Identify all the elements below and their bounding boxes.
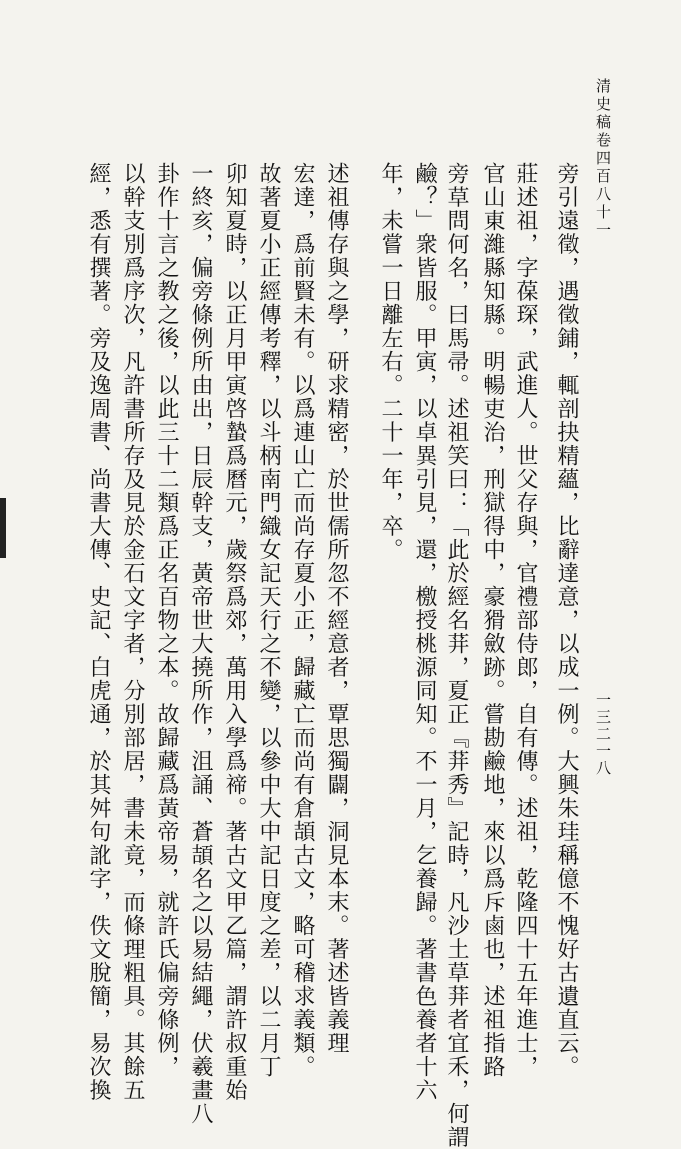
text-column-3: 官山東濰縣知縣。明暢吏治，刑獄得中，豪猾斂跡。嘗勘鹼地，來以爲斥鹵也，述祖指路 — [480, 162, 505, 1079]
running-title: 清史稿卷四百八十一 — [594, 78, 612, 240]
text-column-1: 旁引遠徵，遇徵鋪，輒剖抉精蘊，比辭達意，以成一例。大興朱珪稱億不愧好古遺直云。 — [554, 162, 579, 1079]
text-column-4: 旁草問何名，曰馬帚。述祖笑曰：「此於經名荓，夏正『荓秀』記時，凡沙土草荓者宜禾，何謂 — [444, 162, 469, 1149]
text-column-10: 卯知夏時，以正月甲寅啓蟄爲曆元，歲祭爲郊，萬用入學爲禘。著古文甲乙篇，謂許叔重始 — [222, 162, 247, 1102]
text-column-7: 述祖傳存與之學，研求精密，於世儒所忽不經意者，覃思獨闢，洞見本末。著述皆義理 — [324, 162, 349, 1055]
binding-edge-mark — [0, 498, 6, 558]
text-column-14: 經，悉有撰著。旁及逸周書、尚書大傳、史記、白虎通，於其舛句訛字，佚文脫簡，易次換 — [86, 162, 111, 1102]
page-number: 一三二一八 — [594, 692, 612, 777]
text-column-12: 卦作十言之教之後，以此三十二類爲正名百物之本。故歸藏爲黃帝易，就許氏偏旁條例， — [154, 162, 179, 1079]
text-column-5: 鹼？」衆皆服。甲寅，以卓異引見，還，檄授桃源同知。不一月，乞養歸。著書色養者十六 — [412, 162, 437, 1102]
text-column-6: 年，未嘗一日離左右。二十一年，卒。 — [378, 162, 403, 562]
text-column-2: 莊述祖，字葆琛，武進人。世父存與，官禮部侍郎，自有傳。述祖，乾隆四十五年進士， — [513, 162, 538, 1079]
text-column-9: 故著夏小正經傳考釋，以斗柄南門織女記天行之不變，以參中大中記日度之差，以二月丁 — [256, 162, 281, 1079]
text-column-11: 一終亥，偏旁條例所由出，日辰幹支，黃帝世大撓所作，沮誦、蒼頡名之以易結繩，伏羲畫八 — [188, 162, 213, 1126]
text-column-8: 宏達，爲前賢未有。以爲連山亡而尚存夏小正，歸藏亡而尚有倉頡古文，略可稽求義類。 — [290, 162, 315, 1079]
text-column-13: 以幹支別爲序次，凡許書所存及見於金石文字者，分別部居，書未竟，而條理粗具。其餘五 — [120, 162, 145, 1102]
